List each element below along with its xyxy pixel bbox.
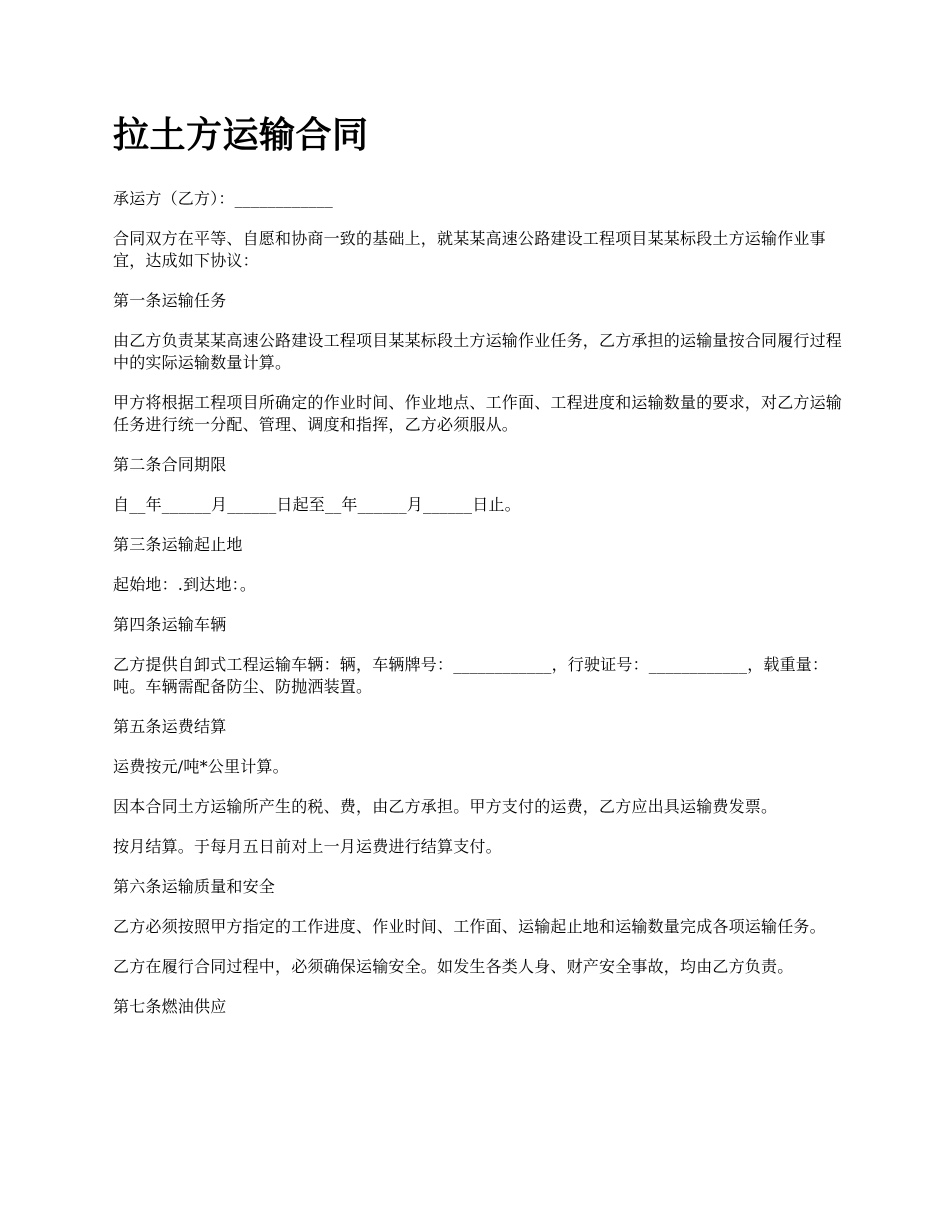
article-2-heading: 第二条合同期限: [113, 455, 227, 474]
article-6-paragraph-1: 乙方必须按照甲方指定的工作进度、作业时间、工作面、运输起止地和运输数量完成各项运输任务。: [113, 917, 826, 936]
article-6-paragraph-2: 乙方在履行合同过程中，必须确保运输安全。如发生各类人身、财产安全事故，均由乙方负责。: [113, 957, 794, 976]
article-5-heading: 第五条运费结算: [113, 717, 227, 736]
article-1-heading: 第一条运输任务: [113, 291, 227, 310]
party-b-line: 承运方（乙方）：____________: [113, 189, 334, 208]
article-1-paragraph-1: 由乙方负责某某高速公路建设工程项目某某标段土方运输作业任务，乙方承担的运输量按合同履行过程中的实际运输数量计算。: [113, 331, 843, 372]
preamble-paragraph: 合同双方在平等、自愿和协商一致的基础上，就某某高速公路建设工程项目某某标段土方运输作业事宜，达成如下协议：: [113, 229, 826, 270]
article-4-heading: 第四条运输车辆: [113, 615, 227, 634]
article-2-paragraph: 自__年______月______日起至__年______月______日止。: [113, 495, 521, 514]
article-5-paragraph-1: 运费按元/吨*公里计算。: [113, 757, 289, 776]
article-3-heading: 第三条运输起止地: [113, 535, 243, 554]
article-4-paragraph: 乙方提供自卸式工程运输车辆：辆，车辆牌号：____________，行驶证号：____________，载重量：吨。车辆需配备防尘、防抛洒装置。: [113, 655, 829, 696]
article-3-paragraph: 起始地：.到达地：。: [113, 575, 257, 594]
article-6-heading: 第六条运输质量和安全: [113, 877, 276, 896]
article-5-paragraph-2: 因本合同土方运输所产生的税、费，由乙方承担。甲方支付的运费，乙方应出具运输费发票。: [113, 797, 778, 816]
document-title: 拉土方运输合同: [113, 115, 369, 156]
article-1-paragraph-2: 甲方将根据工程项目所确定的作业时间、作业地点、工作面、工程进度和运输数量的要求，对乙方运输任务进行统一分配、管理、调度和指挥，乙方必须服从。: [113, 393, 843, 434]
article-5-paragraph-3: 按月结算。于每月五日前对上一月运费进行结算支付。: [113, 837, 502, 856]
article-7-heading: 第七条燃油供应: [113, 997, 227, 1016]
